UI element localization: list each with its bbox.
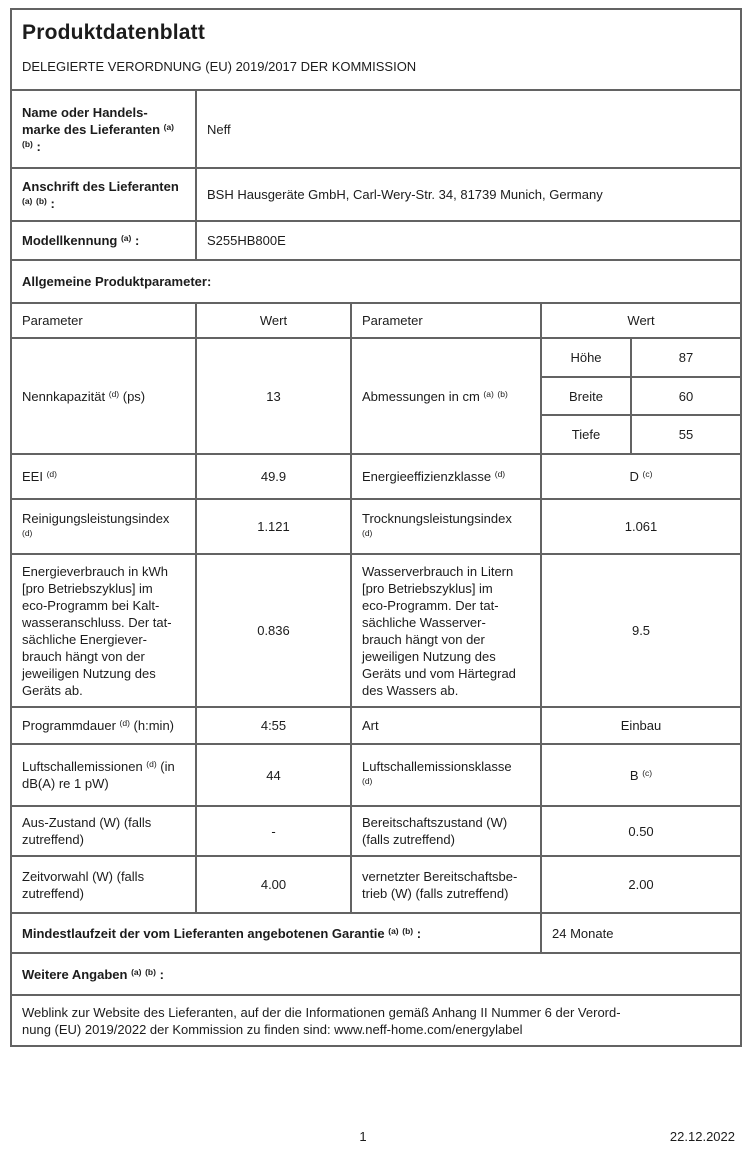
energy-consumption-label: Energieverbrauch in kWh [pro Betriebszyklus] im eco-Programm bei Kalt- wasseranschluss. Der tat- sächliche Energiever- brauch hängt von der jeweiligen Nutzung des Geräts ab.	[11, 554, 196, 707]
page-footer	[10, 1129, 740, 1149]
more-info-row	[11, 953, 741, 995]
eei-label: EEI $^{(d)}$	[11, 454, 196, 499]
off-mode-value: -	[196, 806, 351, 856]
cleaning-index-label: Reinigungsleistungsindex $^{(d)}$	[11, 499, 196, 554]
dimensions-label: Abmessungen in cm $^{(a)}$ $^{(b)}$	[351, 338, 541, 454]
model-id-value: S255HB800E	[196, 221, 741, 260]
off-mode-label: Aus-Zustand (W) (falls zutreffend)	[11, 806, 196, 856]
product-datasheet-table	[10, 8, 742, 1047]
networked-standby-value: 2.00	[541, 856, 741, 913]
dimension-value-tiefe: 55	[631, 415, 741, 454]
programme-duration-label: Programmdauer $^{(d)}$ (h:min)	[11, 707, 196, 744]
supplier-address-label: Anschrift des Lieferanten $^{(a)}$ $^{(b)}$ :	[11, 168, 196, 221]
dimension-name-hoehe: Höhe	[541, 338, 631, 377]
col-header-parameter-right: Parameter	[351, 303, 541, 338]
page-title: Produktdatenblatt	[22, 21, 206, 44]
guarantee-value: 24 Monate	[541, 913, 741, 953]
dimension-value-breite: 60	[631, 377, 741, 415]
water-consumption-value: 9.5	[541, 554, 741, 707]
supplier-name-label: Name oder Handels- marke des Lieferanten $^{(a)}$ $^{(b)}$ :	[11, 90, 196, 168]
consumption-row	[11, 554, 741, 707]
document-date: 22.12.2022	[669, 1129, 735, 1144]
regulation-subtitle: DELEGIERTE VERORDNUNG (EU) 2019/2017 DER KOMMISSION	[22, 59, 417, 74]
title-row	[11, 9, 741, 90]
supplier-name-value: Neff	[196, 90, 741, 168]
noise-emission-value: 44	[196, 744, 351, 806]
delaystart-networked-row	[11, 856, 741, 913]
model-id-label: Modellkennung $^{(a)}$ :	[11, 221, 196, 260]
capacity-dimensions-row	[11, 338, 741, 377]
duration-type-row	[11, 707, 741, 744]
eei-row	[11, 454, 741, 499]
column-header-row	[11, 303, 741, 338]
supplier-address-value: BSH Hausgeräte GmbH, Carl-Wery-Str. 34, 81739 Munich, Germany	[196, 168, 741, 221]
dimension-name-tiefe: Tiefe	[541, 415, 631, 454]
capacity-value: 13	[196, 338, 351, 454]
more-info-label: Weitere Angaben $^{(a)}$ $^{(b)}$ :	[11, 953, 741, 995]
weblink-text: Weblink zur Website des Lieferanten, auf der die Informationen gemäß Anhang II Nummer 6 der Verord- nung (EU) 2019/2022 der Kommission zu finden sind: www.neff-home.com/energylabel	[11, 995, 741, 1046]
networked-standby-label: vernetzter Bereitschaftsbe- trieb (W) (falls zutreffend)	[351, 856, 541, 913]
dimension-name-breite: Breite	[541, 377, 631, 415]
noise-class-label: Luftschallemissionsklasse $^{(d)}$	[351, 744, 541, 806]
delay-start-label: Zeitvorwahl (W) (falls zutreffend)	[11, 856, 196, 913]
drying-index-value: 1.061	[541, 499, 741, 554]
capacity-label: Nennkapazität $^{(d)}$ (ps)	[11, 338, 196, 454]
energy-consumption-value: 0.836	[196, 554, 351, 707]
page-number: 1	[359, 1129, 367, 1144]
standby-value: 0.50	[541, 806, 741, 856]
model-id-row	[11, 221, 741, 260]
section-header-row	[11, 260, 741, 303]
type-value: Einbau	[541, 707, 741, 744]
noise-row	[11, 744, 741, 806]
eei-value: 49.9	[196, 454, 351, 499]
cleaning-index-value: 1.121	[196, 499, 351, 554]
section-header: Allgemeine Produktparameter:	[11, 260, 741, 303]
drying-index-label: Trocknungsleistungsindex $^{(d)}$	[351, 499, 541, 554]
col-header-wert-left: Wert	[196, 303, 351, 338]
cleaning-drying-row	[11, 499, 741, 554]
guarantee-row	[11, 913, 741, 953]
type-label: Art	[351, 707, 541, 744]
offmode-standby-row	[11, 806, 741, 856]
delay-start-value: 4.00	[196, 856, 351, 913]
energy-class-label: Energieeffizienzklasse $^{(d)}$	[351, 454, 541, 499]
supplier-address-row	[11, 168, 741, 221]
dimension-value-hoehe: 87	[631, 338, 741, 377]
guarantee-label: Mindestlaufzeit der vom Lieferanten angebotenen Garantie $^{(a)}$ $^{(b)}$ :	[11, 913, 541, 953]
water-consumption-label: Wasserverbrauch in Litern [pro Betriebszyklus] im eco-Programm. Der tat- sächliche Wasserver- brauch hängt von der jeweiligen Nutzung des Geräts und vom Härtegrad des Wassers ab.	[351, 554, 541, 707]
weblink-row	[11, 995, 741, 1046]
supplier-name-row	[11, 90, 741, 168]
standby-label: Bereitschaftszustand (W) (falls zutreffend)	[351, 806, 541, 856]
programme-duration-value: 4:55	[196, 707, 351, 744]
energy-class-value: D $^{(c)}$	[541, 454, 741, 499]
noise-emission-label: Luftschallemissionen $^{(d)}$ (in dB(A) re 1 pW)	[11, 744, 196, 806]
noise-class-value: B $^{(c)}$	[541, 744, 741, 806]
col-header-parameter-left: Parameter	[11, 303, 196, 338]
col-header-wert-right: Wert	[541, 303, 741, 338]
